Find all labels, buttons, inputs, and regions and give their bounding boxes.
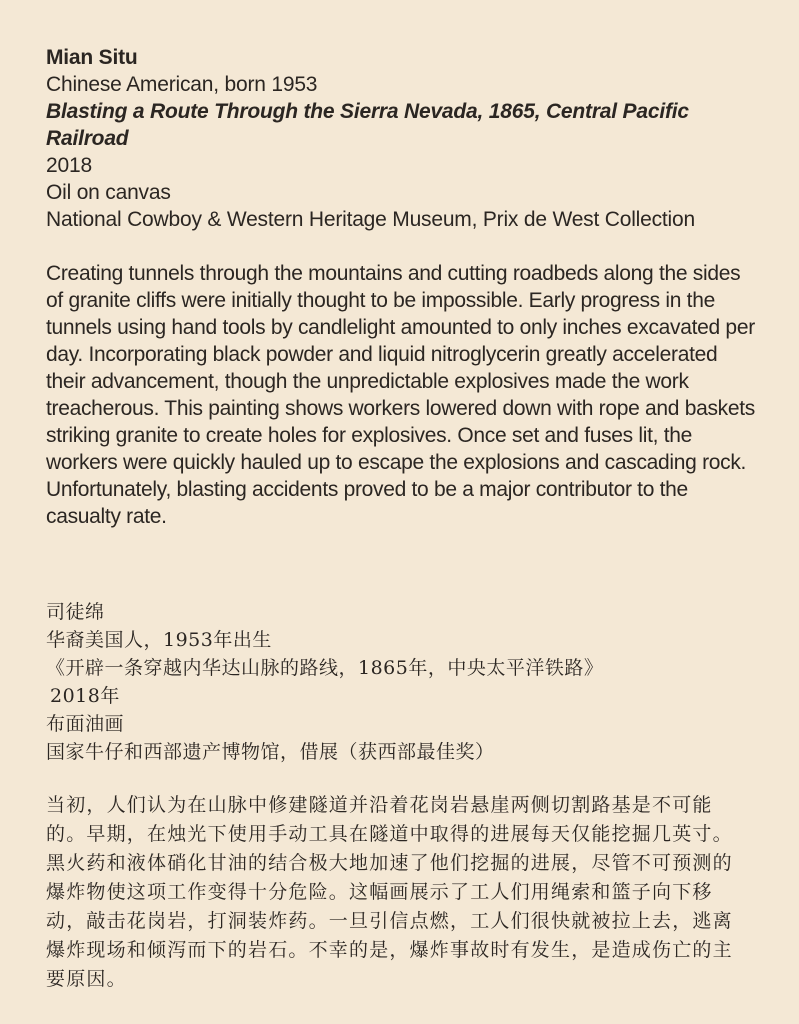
artist-nationality: Chinese American, born 1953 [46, 73, 318, 96]
artwork-description: Creating tunnels through the mountains and cutting roadbeds along the sides of granite cliffs were initially thought to be impossible. Early progress in the tunnels using hand tools by candlelight amounted to only inches excavated per day. Incorporating black powder and liquid nitroglycerin greatly accelerated their advancement, though the unpredictable explosives made the work treacherous. This painting shows workers lowered down with rope and baskets striking granite to create holes for explosives. Once set and fuses lit, the workers were quickly hauled up to escape the explosions and cascading rock. Unfortunately, blasting accidents proved to be a major contributor to the casualty rate. [46, 262, 755, 528]
english-label [46, 44, 766, 530]
artwork-credit: National Cowboy & Western Heritage Museum, Prix de West Collection [46, 208, 695, 231]
artwork-credit-zh: 国家牛仔和西部遗产博物馆，借展（获西部最佳奖） [46, 741, 495, 763]
artist-name: Mian Situ [46, 46, 138, 69]
artist-name-zh: 司徒绵 [46, 601, 105, 623]
chinese-label [46, 598, 756, 766]
artist-nationality-zh: 华裔美国人，1953年出生 [46, 629, 272, 651]
artwork-title: Blasting a Route Through the Sierra Nevada, 1865, Central Pacific Railroad [46, 100, 689, 150]
artwork-description-zh: 当初，人们认为在山脉中修建隧道并沿着花岗岩悬崖两侧切割路基是不可能的。早期，在烛光下使用手动工具在隧道中取得的进展每天仅能挖掘几英寸。黑火药和液体硝化甘油的结合极大地加速了他们挖掘的进展，尽管不可预测的爆炸物使这项工作变得十分危险。这幅画展示了工人们用绳索和篮子向下移动，敲击花岗岩，打洞装炸药。一旦引信点燃，工人们很快就被拉上去，逃离爆炸现场和倾泻而下的岩石。不幸的是，爆炸事故时有发生，是造成伤亡的主要原因。 [46, 794, 733, 990]
artwork-year-zh: 2018年 [50, 685, 120, 707]
artwork-title-zh: 《开辟一条穿越内华达山脉的路线，1865年，中央太平洋铁路》 [46, 657, 604, 679]
artwork-medium-zh: 布面油画 [46, 713, 125, 735]
artwork-year: 2018 [46, 154, 92, 177]
artwork-medium: Oil on canvas [46, 181, 171, 204]
